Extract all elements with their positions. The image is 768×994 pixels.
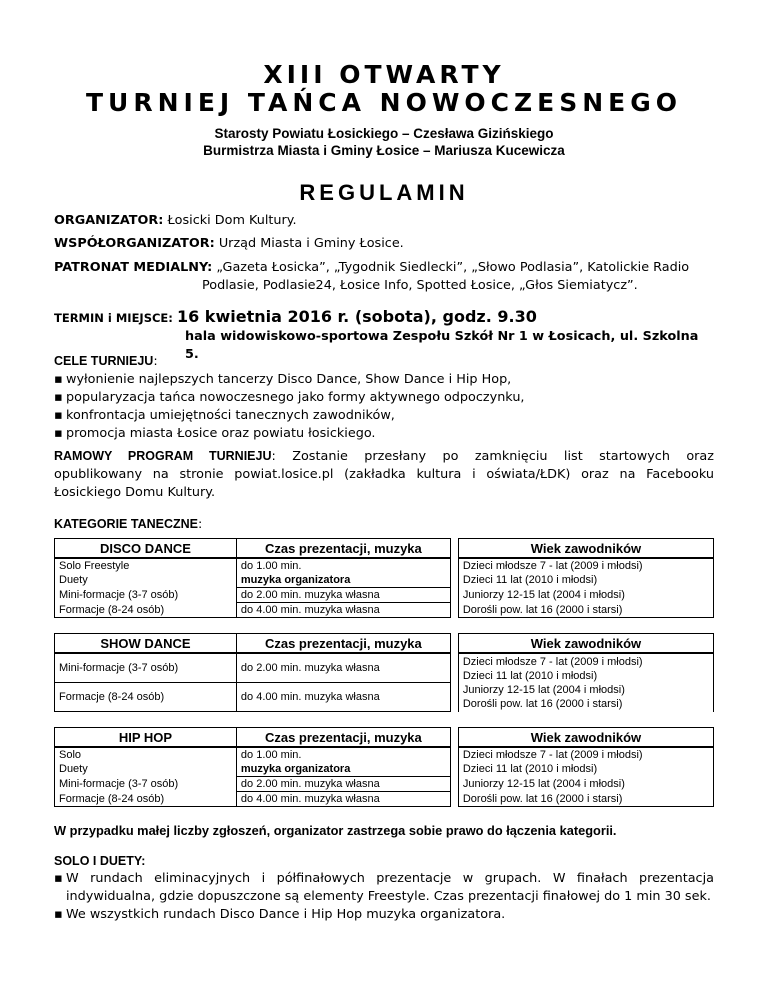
disco-header: DISCO DANCE — [55, 539, 237, 559]
table-cell: Dzieci 11 lat (2010 i młodsi) — [458, 762, 713, 777]
termin-date: 16 kwietnia 2016 r. (sobota), godz. 9.30 — [176, 307, 537, 326]
organizer-label: ORGANIZATOR: — [54, 213, 164, 228]
program-section — [54, 447, 714, 502]
table-cell: muzyka organizatora — [236, 573, 450, 588]
solo-item-1-line-2: indywidualna, gdzie dopuszczone są elementy Freestyle. Czas prezentacji finałowej do 1 min 30 sek. — [66, 889, 711, 904]
list-item: ▪ konfrontacja umiejętności tanecznych zawodników, — [54, 407, 714, 425]
list-item: ▪ We wszystkich rundach Disco Dance i Hip Hop muzyka organizatora. — [54, 906, 714, 924]
categories-title: KATEGORIE TANECZNE — [54, 517, 198, 531]
media-label: PATRONAT MEDIALNY: — [54, 260, 213, 275]
solo-section — [54, 852, 714, 924]
table-cell: Dorośli pow. lat 16 (2000 i starsi) — [458, 603, 713, 618]
organizer-line — [54, 212, 714, 230]
table-cell: Formacje (8-24 osób) — [55, 792, 237, 807]
note-text: W przypadku małej liczby zgłoszeń, organizator zastrzega sobie prawo do łączenia kategorii. — [54, 823, 617, 838]
time-header: Czas prezentacji, muzyka — [236, 634, 450, 654]
table-cell: do 1.00 min. — [236, 558, 450, 573]
table-cell: Duety — [55, 762, 237, 777]
table-cell: do 1.00 min. — [236, 747, 450, 762]
hiphop-header: HIP HOP — [55, 728, 237, 748]
termin-label: TERMIN i MIEJSCE: — [54, 311, 173, 325]
show-header: SHOW DANCE — [55, 634, 237, 654]
program-line-2: opublikowany na stronie powiat.losice.pl (zakładka kultura i oświata/ŁDK) oraz na Facebooku — [54, 467, 714, 482]
disco-dance-table — [54, 538, 714, 618]
patron-line-1: Starosty Powiatu Łosickiego – Czesława Gizińskiego — [214, 126, 554, 141]
table-cell: Formacje (8-24 osób) — [55, 683, 237, 712]
age-header: Wiek zawodników — [458, 728, 713, 748]
program-line-1: : Zostanie przesłany po zamknięciu list startowych oraz — [271, 449, 714, 464]
coorganizer-label: WSPÓŁORGANIZATOR: — [54, 236, 215, 251]
table-cell: Formacje (8-24 osób) — [55, 603, 237, 618]
title-line-2: TURNIEJ TAŃCA NOWOCZESNEGO — [85, 88, 683, 117]
table-cell: do 2.00 min. muzyka własna — [236, 653, 450, 683]
table-cell: Solo Freestyle — [55, 558, 237, 573]
age-header: Wiek zawodników — [458, 539, 713, 559]
list-item: Dzieci młodsze 7 - lat (2009 i młodsi) — [462, 655, 643, 668]
solo-title: SOLO I DUETY: — [54, 854, 146, 868]
media-value-1: „Gazeta Łosicka”, „Tygodnik Siedlecki”, „Słowo Podlasia”, Katolickie Radio — [216, 260, 690, 275]
time-header: Czas prezentacji, muzyka — [236, 728, 450, 748]
media-value-2: Podlasie, Podlasie24, Łosice Info, Spotted Łosice, „Głos Siemiatycz”. — [202, 278, 638, 293]
table-cell: Mini-formacje (3-7 osób) — [55, 653, 237, 683]
table-cell: Dzieci młodsze 7 - lat (2009 i młodsi) — [458, 747, 713, 762]
show-dance-table — [54, 633, 714, 712]
list-item: ▪ popularyzacja tańca nowoczesnego jako formy aktywnego odpoczynku, — [54, 389, 714, 407]
time-header: Czas prezentacji, muzyka — [236, 539, 450, 559]
coorganizer-line — [54, 235, 714, 253]
goals-title: CELE TURNIEJU — [54, 354, 154, 368]
goals-section — [54, 352, 714, 443]
table-cell: do 4.00 min. muzyka własna — [236, 792, 450, 807]
categories-note — [54, 822, 714, 841]
table-cell: Juniorzy 12-15 lat (2004 i młodsi) — [458, 588, 713, 603]
table-cell: do 4.00 min. muzyka własna — [236, 603, 450, 618]
table-cell: do 4.00 min. muzyka własna — [236, 683, 450, 712]
table-cell: Dzieci 11 lat (2010 i młodsi) — [458, 573, 713, 588]
list-item: Dorośli pow. lat 16 (2000 i starsi) — [462, 697, 623, 710]
list-item: ▪ wyłonienie najlepszych tancerzy Disco Dance, Show Dance i Hip Hop, — [54, 371, 714, 389]
age-list-cell — [458, 653, 713, 712]
solo-item-1-line-1: ▪ W rundach eliminacyjnych i półfinałowych prezentacje w grupach. W finałach prezentacja — [66, 871, 714, 886]
program-line-3: Łosickiego Domu Kultury. — [54, 485, 216, 500]
hip-hop-table — [54, 727, 714, 807]
media-line — [54, 259, 714, 277]
table-cell: Dzieci młodsze 7 - lat (2009 i młodsi) — [458, 558, 713, 573]
organizer-value: Łosicki Dom Kultury. — [167, 213, 297, 228]
coorganizer-value: Urząd Miasta i Gminy Łosice. — [218, 236, 404, 251]
age-header: Wiek zawodników — [458, 634, 713, 654]
termin-place: hala widowiskowo-sportowa Zespołu Szkół Nr 1 w Łosicach, ul. Szkolna 5. — [185, 329, 699, 362]
table-cell: Dorośli pow. lat 16 (2000 i starsi) — [458, 792, 713, 807]
termin-line — [54, 306, 714, 330]
goals-list — [54, 371, 714, 443]
table-cell: Juniorzy 12-15 lat (2004 i młodsi) — [458, 777, 713, 792]
solo-list — [54, 870, 714, 924]
list-item — [54, 870, 714, 906]
categories-colon: : — [197, 517, 203, 532]
table-cell: Mini-formacje (3-7 osób) — [55, 777, 237, 792]
categories-heading — [54, 515, 714, 534]
patron-line-2: Burmistrza Miasta i Gminy Łosice – Mariusza Kucewicza — [203, 143, 565, 158]
table-cell: Solo — [55, 747, 237, 762]
document-heading: REGULAMIN — [299, 180, 469, 205]
table-cell: Duety — [55, 573, 237, 588]
program-label: RAMOWY PROGRAM TURNIEJU — [54, 449, 272, 463]
table-cell: muzyka organizatora — [236, 762, 450, 777]
table-cell: do 2.00 min. muzyka własna — [236, 588, 450, 603]
table-cell: Mini-formacje (3-7 osób) — [55, 588, 237, 603]
list-item: Juniorzy 12-15 lat (2004 i młodsi) — [462, 683, 625, 696]
title-line-1: XIII OTWARTY — [263, 60, 505, 89]
list-item: ▪ promocja miasta Łosice oraz powiatu łosickiego. — [54, 425, 714, 443]
goals-colon: : — [153, 354, 158, 369]
list-item: Dzieci 11 lat (2010 i młodsi) — [462, 669, 598, 682]
table-cell: do 2.00 min. muzyka własna — [236, 777, 450, 792]
